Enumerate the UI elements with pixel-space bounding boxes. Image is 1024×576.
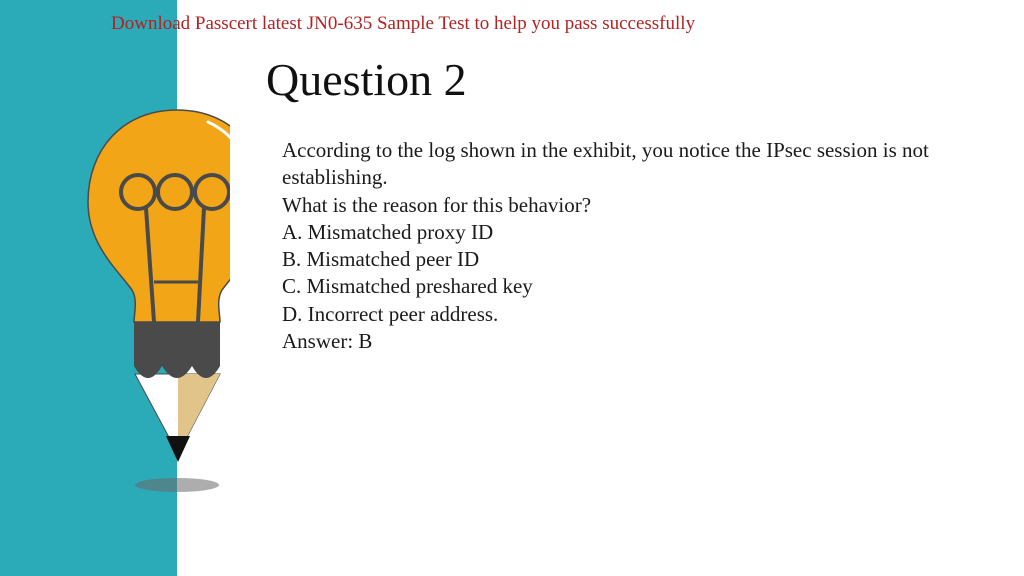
download-banner: Download Passcert latest JN0-635 Sample Test to help you pass successfully — [111, 13, 696, 34]
option-b: B. Mismatched peer ID — [282, 247, 480, 272]
question-text-line: According to the log shown in the exhibit, you notice the IPsec session is not — [282, 138, 929, 162]
option-c: C. Mismatched preshared key — [282, 274, 533, 299]
question-prompt: What is the reason for this behavior? — [282, 192, 592, 217]
question-text-line: establishing. — [282, 165, 388, 190]
answer-text: Answer: B — [282, 329, 373, 354]
option-d: D. Incorrect peer address. — [282, 301, 499, 326]
option-a: A. Mismatched proxy ID — [282, 219, 494, 244]
lightbulb-pencil-icon — [80, 104, 230, 504]
page-title: Question 2 — [266, 54, 467, 105]
question-content — [282, 137, 982, 355]
